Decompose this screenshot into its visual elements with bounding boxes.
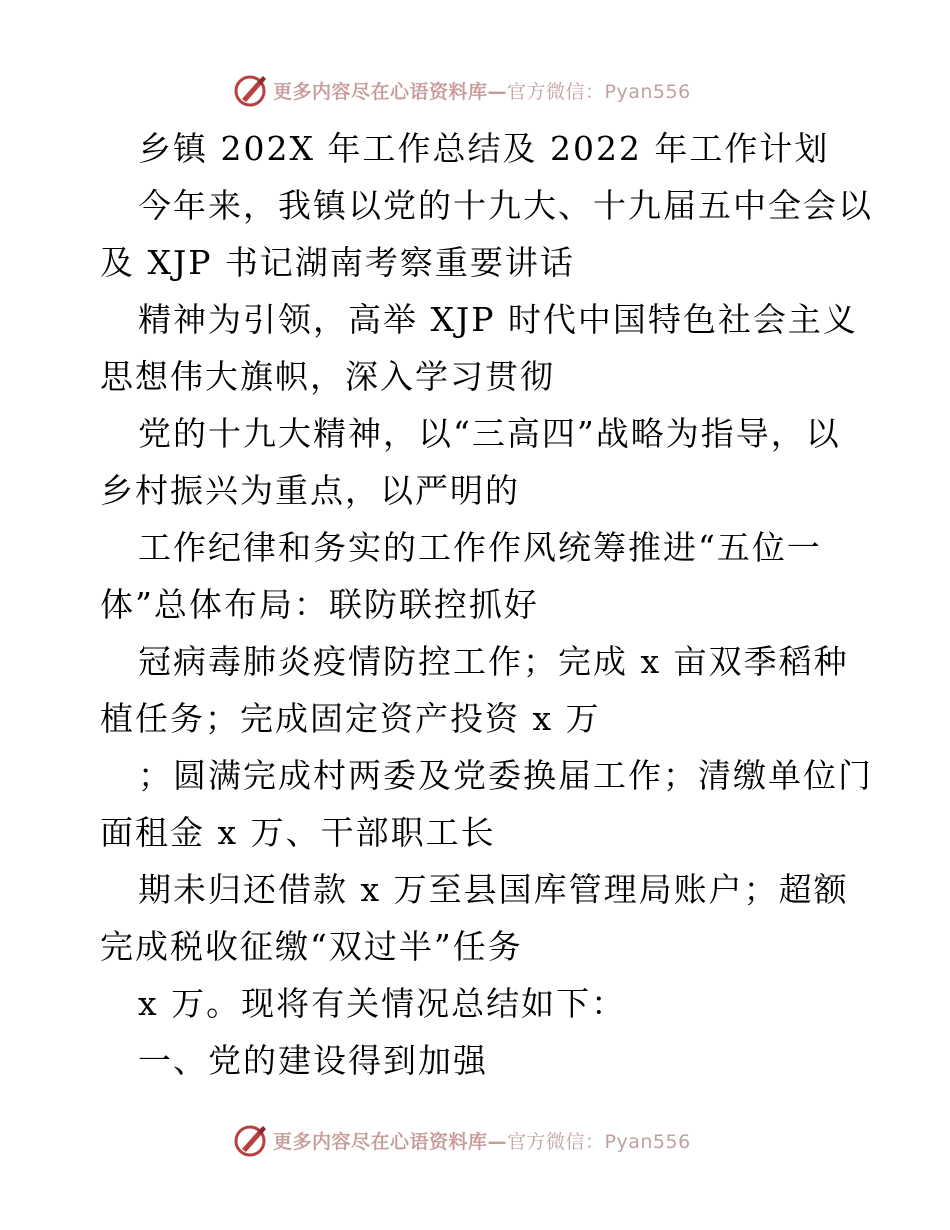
text-line: 及 XJP 书记湖南考察重要讲话 [100, 243, 575, 282]
text-line: 一、党的建设得到加强 [138, 1041, 488, 1080]
text-line: 面租金 x 万、干部职工长 [100, 813, 496, 852]
text-line: 完成税收征缴“双过半”任务 [100, 927, 523, 966]
text-line: 今年来，我镇以党的十九大、十九届五中全会以 [138, 186, 873, 225]
text-line: 冠病毒肺炎疫情防控工作；完成 x 亩双季稻种 [138, 642, 849, 681]
text-line: 期未归还借款 x 万至县国库管理局账户；超额 [138, 870, 849, 909]
text-line: 乡村振兴为重点，以严明的 [100, 471, 520, 510]
text-line: ；圆满完成村两委及党委换届工作；清缴单位门 [138, 756, 873, 795]
text-line: x 万。现将有关情况总结如下： [138, 984, 627, 1023]
watermark-footer [233, 1120, 691, 1160]
text-line: 植任务；完成固定资产投资 x 万 [100, 699, 601, 738]
watermark-header [233, 70, 691, 110]
text-line: 体”总体布局：联防联控抓好 [100, 585, 539, 624]
watermark-wechat-text: 官方微信：Pyan556 [507, 80, 691, 103]
text-line: 思想伟大旗帜，深入学习贯彻 [100, 357, 555, 396]
watermark-site-text: 更多内容尽在心语资料库— [273, 80, 508, 103]
pen-logo-icon [233, 72, 269, 108]
document-title: 乡镇 202X 年工作总结及 2022 年工作计划 [138, 129, 830, 168]
text-line: 精神为引领，高举 XJP 时代中国特色社会主义 [138, 300, 858, 339]
document-body [100, 120, 873, 1089]
watermark-label [273, 77, 691, 104]
watermark-wechat-text: 官方微信：Pyan556 [507, 1130, 691, 1153]
text-line: 工作纪律和务实的工作作风统筹推进“五位一 [138, 528, 822, 567]
text-line: 党的十九大精神，以“三高四”战略为指导，以 [138, 414, 841, 453]
watermark-site-text: 更多内容尽在心语资料库— [273, 1130, 508, 1153]
pen-logo-icon [233, 1122, 269, 1158]
watermark-label [273, 1127, 691, 1154]
